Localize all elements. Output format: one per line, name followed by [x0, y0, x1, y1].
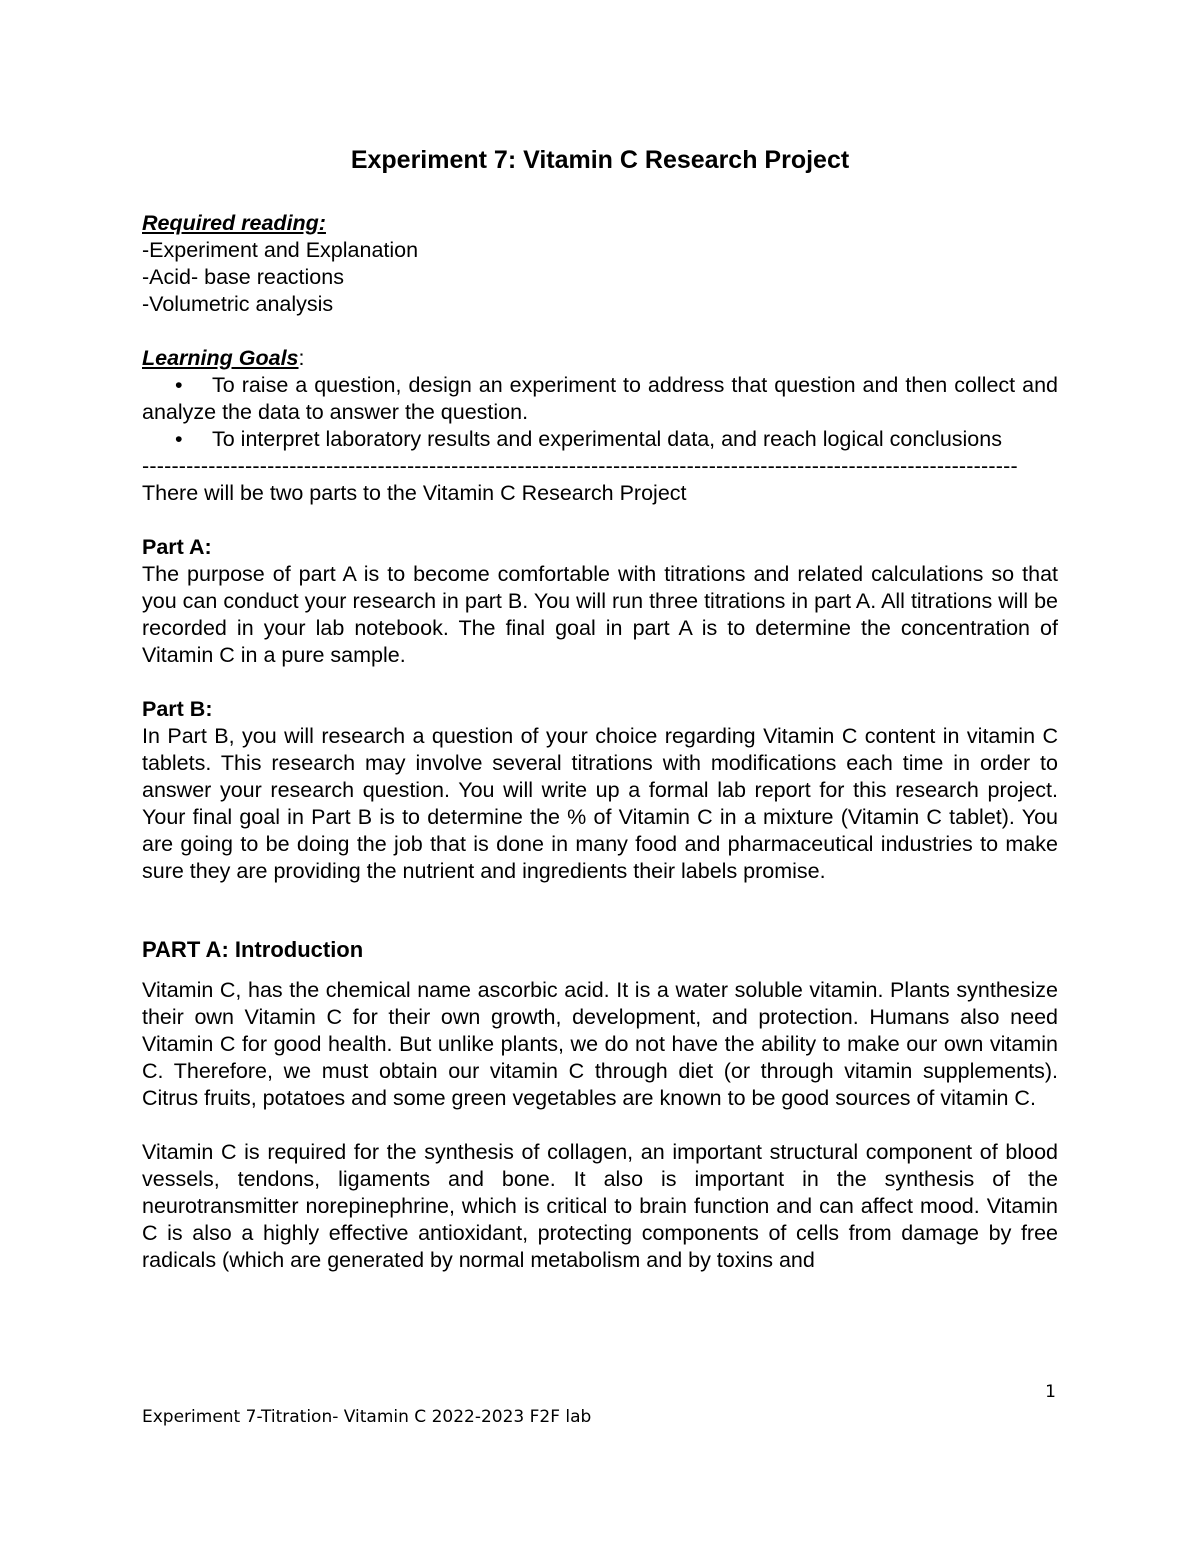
page-title: Experiment 7: Vitamin C Research Project: [350, 146, 850, 174]
goal-text: To raise a question, design an experiment to address that question and then collect and analyze the data to answer the question.: [142, 373, 1058, 424]
reading-item: -Volumetric analysis: [142, 292, 334, 316]
learning-goals-colon: :: [298, 346, 305, 370]
goal-item: [142, 372, 1058, 426]
part-a-text: The purpose of part A is to become comfortable with titrations and related calculations so that you can conduct your research in part B. You will run three titrations in part A. All titrations will be recorded in your lab notebook. The final goal in part A is to determine the concentration of Vitamin C in a pure sample.: [142, 562, 1058, 667]
reading-item: -Acid- base reactions: [142, 265, 344, 289]
goal-item: [142, 426, 1058, 453]
section-divider: -----------------------------------------------------------------------------------------------------------------------: [142, 454, 1018, 478]
bullet-icon: •: [175, 427, 183, 451]
reading-item: -Experiment and Explanation: [142, 238, 419, 262]
learning-goals-list: [142, 372, 1058, 453]
part-b-label: Part B:: [142, 697, 213, 721]
goal-text: To interpret laboratory results and experimental data, and reach logical conclusions: [212, 427, 1002, 451]
part-a-label: Part A:: [142, 535, 212, 559]
learning-goals-heading: [142, 345, 1058, 372]
intro-line: There will be two parts to the Vitamin C Research Project: [142, 481, 687, 505]
part-b-text: In Part B, you will research a question of your choice regarding Vitamin C content in vitamin C tablets. This research may involve several titrations with modifications each time in order to answer your research question. You will write up a formal lab report for this research project. Your final goal in Part B is to determine the % of Vitamin C in a mixture (Vitamin C tablet). You are going to be doing the job that is done in many food and pharmaceutical industries to make sure they are providing the nutrient and ingredients their labels promise.: [142, 724, 1058, 883]
document-body: [142, 138, 1058, 1274]
page-number: 1: [1045, 1382, 1056, 1402]
intro-paragraph: Vitamin C, has the chemical name ascorbic acid. It is a water soluble vitamin. Plants synthesize their own Vitamin C for their own growth, development, and protection. Humans also need Vitamin C for good health. But unlike plants, we do not have the ability to make our own vitamin C. Therefore, we must obtain our vitamin C through diet (or through vitamin supplements). Citrus fruits, potatoes and some green vegetables are known to be good sources of vitamin C.: [142, 978, 1058, 1110]
required-reading-label: Required reading:: [142, 211, 326, 235]
part-a-intro-heading: PART A: Introduction: [142, 937, 364, 962]
bullet-icon: •: [175, 373, 183, 397]
page-footer: Experiment 7-Titration- Vitamin C 2022-2023 F2F lab: [142, 1407, 592, 1427]
learning-goals-label: Learning Goals: [142, 346, 299, 370]
intro-paragraph: Vitamin C is required for the synthesis of collagen, an important structural component of blood vessels, tendons, ligaments and bone. It also is important in the synthesis of the neurotransmitter norepinephrine, which is critical to brain function and can affect mood. Vitamin C is also a highly effective antioxidant, protecting components of cells from damage by free radicals (which are generated by normal metabolism and by toxins and: [142, 1140, 1058, 1272]
